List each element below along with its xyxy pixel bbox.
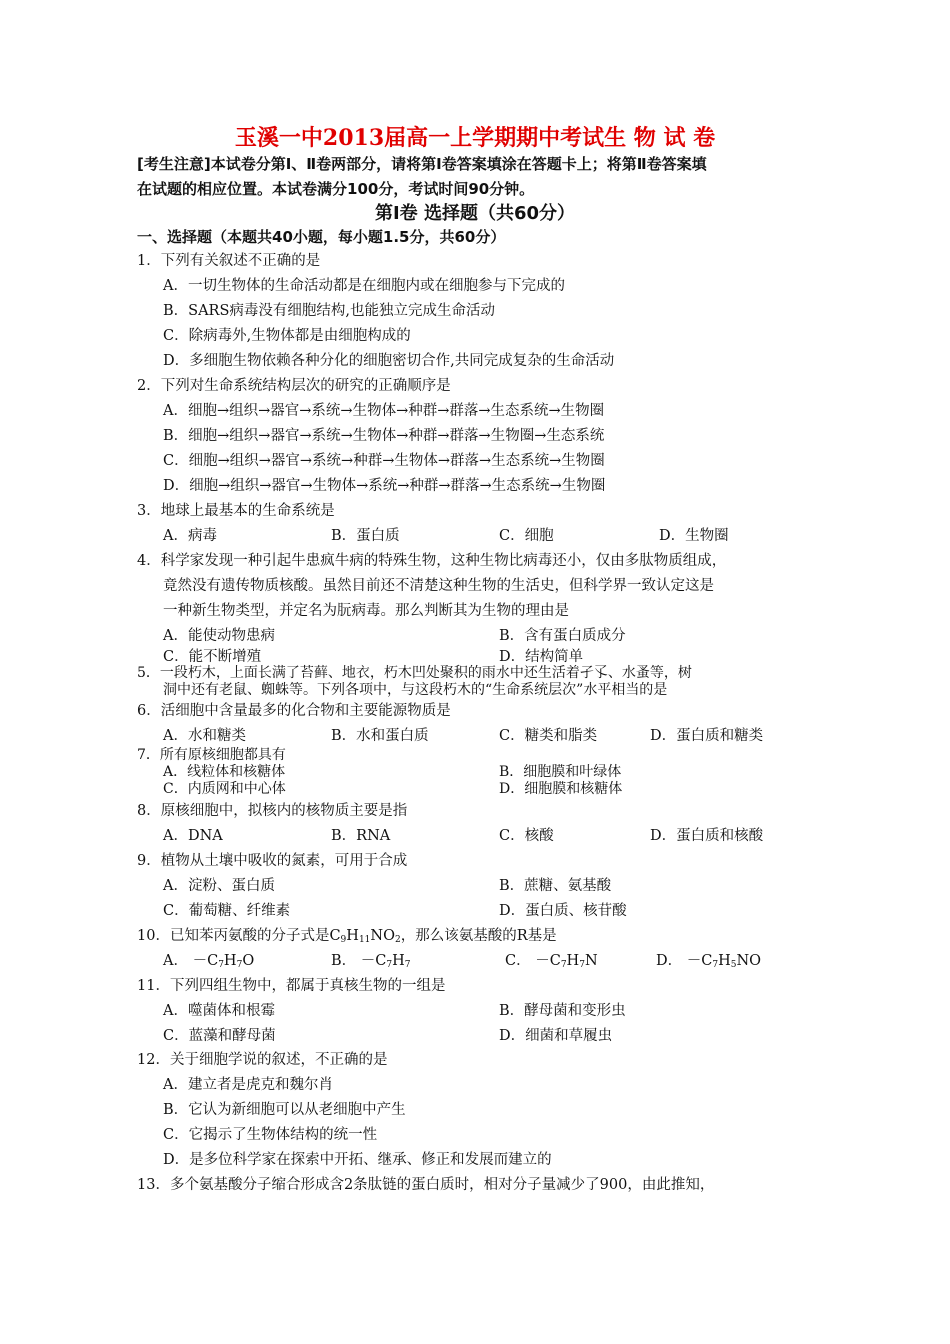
q4-option-c: C．能不断增殖 [163,649,262,665]
q10-stem-post: ，那么该氨基酸的R基是 [400,928,557,944]
q12-stem: 12．关于细胞学说的叙述，不正确的是 [137,1052,388,1068]
q10-option-b [331,951,410,971]
q10-b-h: H [392,953,405,969]
q10-d-h: H [718,953,731,969]
q4-stem-cont-1: 竟然没有遗传物质核酸。虽然目前还不清楚这种生物的生活史，但科学界一致认定这是 [163,578,714,594]
q8-option-c: C．核酸 [499,828,554,844]
q10-option-c [505,951,598,971]
q7-option-d: D．细胞膜和核糖体 [499,781,623,797]
q9-option-c: C．葡萄糖、纤维素 [163,903,291,919]
q10-d-sub-1: 7 [712,960,719,970]
q10-d-post: NO [736,953,762,969]
q10-b-pre: B． －C [331,953,387,969]
q10-a-sub-1: 7 [218,960,224,970]
q10-a-sub-2: 7 [236,960,243,970]
q12-option-c: C．它揭示了生物体结构的统一性 [163,1127,378,1143]
q4-option-a: A．能使动物患病 [163,628,275,644]
q3-option-d: D．生物圈 [659,528,729,544]
notice-line-1: [考生注意]本试卷分第Ⅰ、Ⅱ卷两部分，请将第Ⅰ卷答案填涂在答题卡上；将第Ⅱ卷答案填 [137,155,707,173]
exam-title: 玉溪一中2013届高一上学期期中考试生 物 试 卷 [234,125,716,151]
q11-option-b: B．酵母菌和变形虫 [499,1003,626,1019]
q10-stem-pre: 10．已知苯丙氨酸的分子式是C [137,928,341,944]
q10-stem-no: NO [370,928,395,944]
q11-option-a: A．噬菌体和根霉 [163,1003,275,1019]
q2-option-d: D．细胞→组织→器官→生物体→系统→种群→群落→生态系统→生物圈 [163,478,606,494]
q2-option-c: C．细胞→组织→器官→系统→种群→生物体→群落→生态系统→生物圈 [163,453,605,469]
q7-option-b: B．细胞膜和叶绿体 [499,764,622,780]
q2-stem: 2．下列对生命系统结构层次的研究的正确顺序是 [137,378,451,394]
q12-option-b: B．它认为新细胞可以从老细胞中产生 [163,1102,406,1118]
q11-option-c: C．蓝藻和酵母菌 [163,1028,276,1044]
q10-sub-3: 2 [394,935,401,945]
q6-stem: 6．活细胞中含量最多的化合物和主要能源物质是 [137,703,451,719]
q1-option-d: D．多细胞生物依赖各种分化的细胞密切合作,共同完成复杂的生命活动 [163,353,615,369]
q1-stem: 1．下列有关叙述不正确的是 [137,253,321,269]
q10-b-sub-2: 7 [404,960,411,970]
q10-a-h: H [223,953,237,969]
q6-option-c: C．糖类和脂类 [499,728,598,744]
q12-option-a: A．建立者是虎克和魏尔肖 [163,1077,333,1093]
q3-stem: 3．地球上最基本的生命系统是 [137,503,335,519]
q10-d-sub-2: 5 [730,960,737,970]
notice-line-2: 在试题的相应位置。本试卷满分100分，考试时间90分钟。 [137,180,535,198]
q4-stem-cont-2: 一种新生物类型，并定名为朊病毒。那么判断其为生物的理由是 [163,603,569,619]
q6-option-b: B．水和蛋白质 [331,728,429,744]
q1-option-c: C．除病毒外,生物体都是由细胞构成的 [163,328,411,344]
q8-option-a: A．DNA [163,828,223,844]
q2-option-b: B．细胞→组织→器官→系统→生物体→种群→群落→生物圈→生态系统 [163,428,605,444]
q9-option-b: B．蔗糖、氨基酸 [499,878,612,894]
q8-stem: 8．原核细胞中，拟核内的核物质主要是指 [137,803,408,819]
q9-stem: 9．植物从土壤中吸收的氮素，可用于合成 [137,853,408,869]
q10-a-pre: A． －C [163,953,219,969]
part-title: 第Ⅰ卷 选择题（共60分） [374,203,575,224]
q6-option-a: A．水和糖类 [163,728,246,744]
q9-option-a: A．淀粉、蛋白质 [163,878,275,894]
q5-stem-cont-1: 洞中还有老鼠、蜘蛛等。下列各项中，与这段朽木的“生命系统层次”水平相当的是 [163,682,668,698]
q10-b-sub-1: 7 [386,960,393,970]
q10-sub-1: 9 [340,935,347,945]
q4-stem: 4．科学家发现一种引起牛患疯牛病的特殊生物，这种生物比病毒还小，仅由多肽物质组成， [137,553,727,569]
q10-stem-h: H [346,928,359,944]
q10-stem [137,926,557,946]
q4-option-b: B．含有蛋白质成分 [499,628,626,644]
q10-c-post: N [584,953,598,969]
q1-option-a: A．一切生物体的生命活动都是在细胞内或在细胞参与下完成的 [163,278,565,294]
q10-d-pre: D． －C [656,953,713,969]
q10-a-post: O [242,953,255,969]
q8-option-b: B．RNA [331,828,391,844]
exam-notice [137,152,827,202]
q2-option-a: A．细胞→组织→器官→系统→生物体→种群→群落→生态系统→生物圈 [163,403,605,419]
q10-c-sub-1: 7 [560,960,567,970]
q3-option-c: C．细胞 [499,528,554,544]
q7-option-c: C．内质网和中心体 [163,781,286,797]
q10-c-h: H [566,953,580,969]
q11-stem: 11．下列四组生物中，都属于真核生物的一组是 [137,978,446,994]
q10-sub-2: 11 [358,935,371,945]
q7-stem: 7．所有原核细胞都具有 [137,747,286,763]
q10-option-d [656,951,761,971]
q3-option-a: A．病毒 [163,528,217,544]
q5-stem: 5．一段朽木，上面长满了苔藓、地衣，朽木凹处聚积的雨水中还生活着孑孓、水蚤等，树 [137,665,692,681]
q6-option-d: D．蛋白质和糖类 [650,728,764,744]
section-title: 一、选择题（本题共40小题，每小题1.5分，共60分） [137,228,506,246]
q10-c-sub-2: 7 [579,960,585,970]
q4-option-d: D．结构简单 [499,649,584,665]
q9-option-d: D．蛋白质、核苷酸 [499,903,627,919]
q11-option-d: D．细菌和草履虫 [499,1028,613,1044]
q3-option-b: B．蛋白质 [331,528,400,544]
q12-option-d: D．是多位科学家在探索中开拓、继承、修正和发展而建立的 [163,1152,552,1168]
q10-option-a [163,951,254,971]
q13-stem: 13．多个氨基酸分子缩合形成含2条肽链的蛋白质时，相对分子量减少了900，由此推知， [137,1177,715,1193]
q1-option-b: B．SARS病毒没有细胞结构,也能独立完成生命活动 [163,303,496,319]
q7-option-a: A．线粒体和核糖体 [163,764,286,780]
q8-option-d: D．蛋白质和核酸 [650,828,764,844]
q10-c-pre: C． －C [505,953,561,969]
